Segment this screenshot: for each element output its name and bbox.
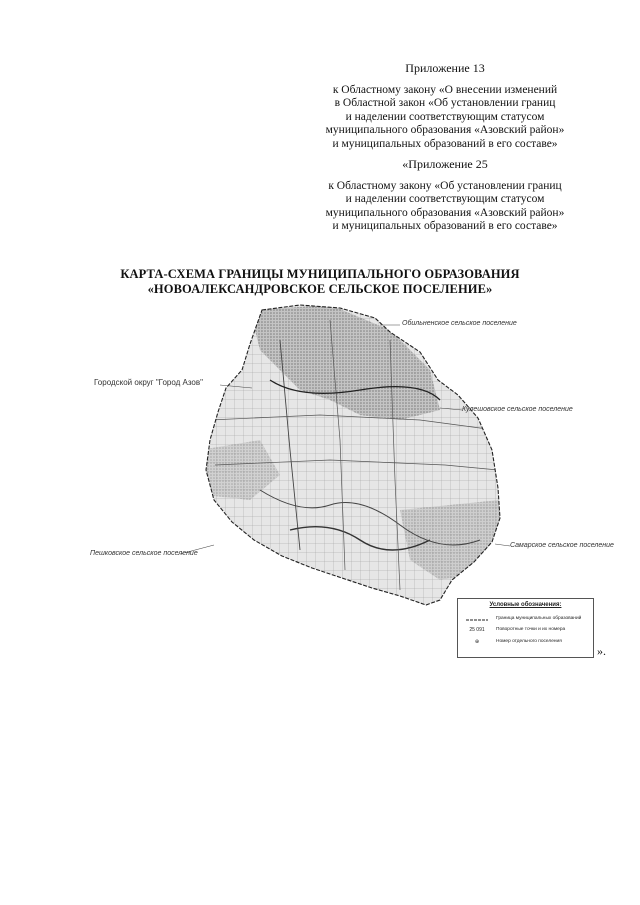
appendix-25-line: и муниципальных образований в его составе»	[332, 220, 558, 232]
appendix-13-block	[300, 62, 590, 151]
legend-title: Условные обозначения:	[489, 602, 562, 608]
label-city-azov: Городской округ "Город Азов"	[94, 378, 203, 387]
appendix-13-line: в Областной закон «Об установлении границ	[334, 97, 556, 109]
appendix-13-title: Приложение 13	[405, 61, 485, 75]
appendix-13-line: и наделении соответствующим статусом	[345, 110, 545, 123]
label-north-settlement: Обильненское сельское поселение	[402, 320, 517, 327]
closing-quote: ».	[597, 644, 606, 658]
label-southeast-settlement: Самарское сельское поселение	[510, 542, 614, 549]
legend-text: Номер отдельного поселения	[496, 639, 562, 644]
appendix-25-line: и наделении соответствующим статусом	[345, 193, 545, 205]
boundary-line-icon	[466, 617, 488, 623]
appendix-13-line: и муниципальных образований в его составе»	[332, 137, 558, 150]
settlement-number-icon: ⊕	[474, 639, 480, 645]
map-legend	[457, 598, 594, 658]
appendix-25-block	[300, 158, 590, 234]
territory-fill	[200, 300, 510, 610]
turning-point-label: 25 091	[469, 627, 485, 633]
label-west-settlement: Пешковское сельское поселение	[90, 550, 198, 557]
map-title-line-2: «НОВОАЛЕКСАНДРОВСКОЕ СЕЛЬСКОЕ ПОСЕЛЕНИЕ»	[147, 282, 493, 296]
map-title	[60, 267, 580, 297]
appendix-13-line: муниципального образования «Азовский район»	[325, 124, 565, 136]
appendix-13-line: к Областному закону «О внесении изменений	[332, 83, 558, 96]
label-east-settlement: Кулешовское сельское поселение	[462, 406, 573, 413]
legend-text: Поворотные точки и их номера	[496, 627, 566, 632]
appendix-25-title: «Приложение 25	[402, 157, 488, 171]
legend-row	[458, 639, 593, 649]
legend-row	[458, 616, 593, 626]
southeast-leader-line	[495, 544, 510, 546]
appendix-25-line: муниципального образования «Азовский район»	[325, 206, 565, 219]
legend-row	[458, 627, 593, 637]
appendix-25-line: к Областному закону «Об установлении границ	[328, 179, 562, 192]
map-title-line-1: КАРТА-СХЕМА ГРАНИЦЫ МУНИЦИПАЛЬНОГО ОБРАЗОВАНИЯ	[120, 267, 520, 281]
legend-text: Граница муниципальных образований	[496, 616, 582, 621]
